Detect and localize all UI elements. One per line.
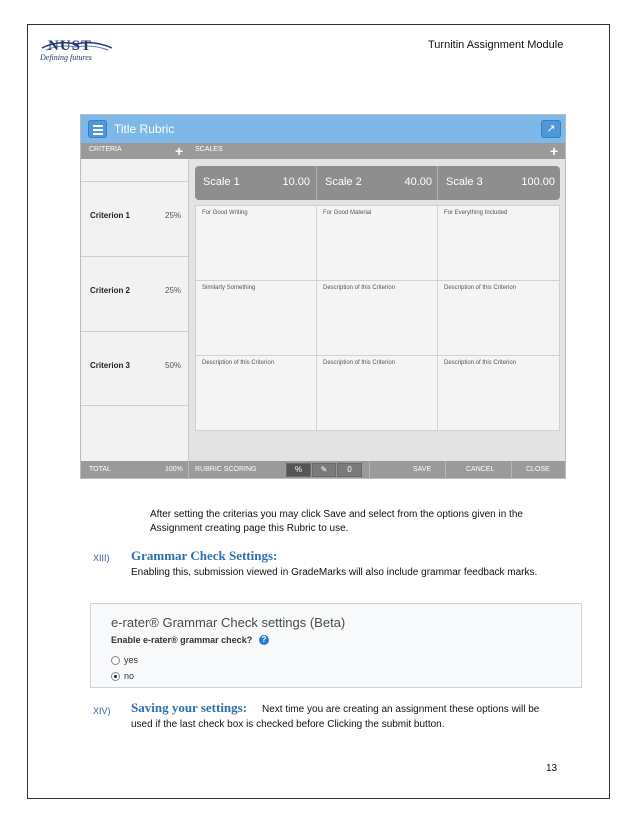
scale-header[interactable] — [195, 166, 316, 200]
section-body: Enabling this, submission viewed in GradeMarks will also include grammar feedback marks. — [131, 567, 538, 578]
criterion-name: Criterion 2 — [90, 286, 131, 295]
criterion-percent: 25% — [165, 211, 182, 220]
grammar-check-settings-panel — [90, 603, 582, 688]
logo-tagline: Defining futures — [40, 53, 92, 62]
cell-description: For Everything Included — [444, 210, 508, 216]
page-number: 13 — [546, 763, 558, 774]
rubric-cell[interactable] — [196, 206, 317, 281]
section-title: Grammar Check Settings: — [131, 548, 278, 563]
divider — [188, 461, 189, 479]
rubric-cell[interactable] — [438, 356, 559, 431]
scale-value: 100.00 — [521, 176, 555, 188]
scale-header[interactable] — [316, 166, 438, 200]
cell-description: Description of this Criterion — [444, 285, 517, 291]
help-icon[interactable]: ? — [259, 635, 269, 645]
rubric-grid — [195, 205, 560, 431]
cell-description: Description of this Criterion — [323, 285, 396, 291]
no-radio[interactable] — [111, 672, 120, 681]
scale-name: Scale 1 — [203, 176, 240, 188]
criteria-column — [81, 159, 189, 461]
criterion-name: Criterion 3 — [90, 361, 131, 370]
scales-header — [195, 166, 560, 200]
scales-label: SCALES — [195, 146, 223, 153]
scale-value: 40.00 — [404, 176, 432, 188]
rubric-cell[interactable] — [196, 356, 317, 431]
divider — [511, 461, 512, 479]
rubric-cell[interactable] — [196, 281, 317, 356]
no-option-label[interactable]: no — [124, 671, 135, 681]
criterion-percent: 50% — [165, 361, 182, 370]
cancel-button[interactable]: CANCEL — [466, 466, 495, 473]
cell-description: Similarty Something — [202, 285, 256, 291]
cell-description: For Good Material — [323, 210, 372, 216]
section-title: Saving your settings: — [131, 700, 248, 715]
rubric-paragraph-line-2: Assignment creating page this Rubric to use. — [150, 523, 349, 534]
add-criterion-icon[interactable]: + — [175, 143, 184, 159]
export-icon[interactable]: ↗ — [541, 120, 561, 138]
logo-name: NUST — [48, 38, 93, 54]
zero-scoring-button[interactable]: 0 — [337, 463, 362, 477]
rubric-header-bar — [81, 143, 566, 159]
rubric-scoring-label: RUBRIC SCORING — [195, 466, 257, 473]
scale-header[interactable] — [437, 166, 561, 200]
rubric-title: Title Rubric — [114, 122, 175, 136]
rubric-paragraph-line-1: After setting the criterias you may click Save and select from the options given in the — [150, 509, 523, 520]
divider — [445, 461, 446, 479]
section-number: XIII) — [93, 553, 110, 563]
percent-scoring-button[interactable]: % — [286, 463, 311, 477]
yes-radio[interactable] — [111, 656, 120, 665]
scale-name: Scale 3 — [446, 176, 483, 188]
criterion-name: Criterion 1 — [90, 211, 131, 220]
add-scale-icon[interactable]: + — [550, 143, 559, 159]
grammar-settings-title: e-rater® Grammar Check settings (Beta) — [111, 615, 346, 630]
rubric-footer-bar — [81, 461, 566, 479]
module-title: Turnitin Assignment Module — [428, 39, 564, 51]
section-body-line-2: used if the last check box is checked before Clicking the submit button. — [131, 719, 445, 730]
grammar-check-question: Enable e-rater® grammar check? — [111, 635, 253, 645]
cell-description: Description of this Criterion — [202, 360, 275, 366]
yes-option-label[interactable]: yes — [124, 655, 139, 665]
criterion-row[interactable] — [81, 181, 188, 256]
rubric-screenshot — [80, 114, 566, 479]
rubric-cell[interactable] — [317, 281, 438, 356]
list-menu-icon[interactable] — [88, 120, 107, 138]
criterion-row[interactable] — [81, 331, 188, 406]
edit-scoring-icon[interactable]: ✎ — [312, 463, 336, 477]
total-value: 100% — [165, 466, 183, 473]
rubric-cell[interactable] — [317, 356, 438, 431]
criterion-row[interactable] — [81, 256, 188, 331]
divider — [369, 461, 370, 479]
criterion-percent: 25% — [165, 286, 182, 295]
section-number: XIV) — [93, 706, 111, 716]
criteria-label: CRITERIA — [89, 146, 122, 153]
rubric-cell[interactable] — [438, 281, 559, 356]
rubric-cell[interactable] — [438, 206, 559, 281]
section-body-line-1: Next time you are creating an assignment these options will be — [262, 704, 540, 715]
rubric-title-bar — [81, 115, 566, 143]
save-button[interactable]: SAVE — [413, 466, 432, 473]
rubric-cell[interactable] — [317, 206, 438, 281]
scale-name: Scale 2 — [325, 176, 362, 188]
cell-description: For Good Writing — [202, 210, 248, 216]
total-label: TOTAL — [89, 466, 111, 473]
scale-value: 10.00 — [282, 176, 310, 188]
cell-description: Description of this Criterion — [444, 360, 517, 366]
cell-description: Description of this Criterion — [323, 360, 396, 366]
close-button[interactable]: CLOSE — [526, 466, 550, 473]
